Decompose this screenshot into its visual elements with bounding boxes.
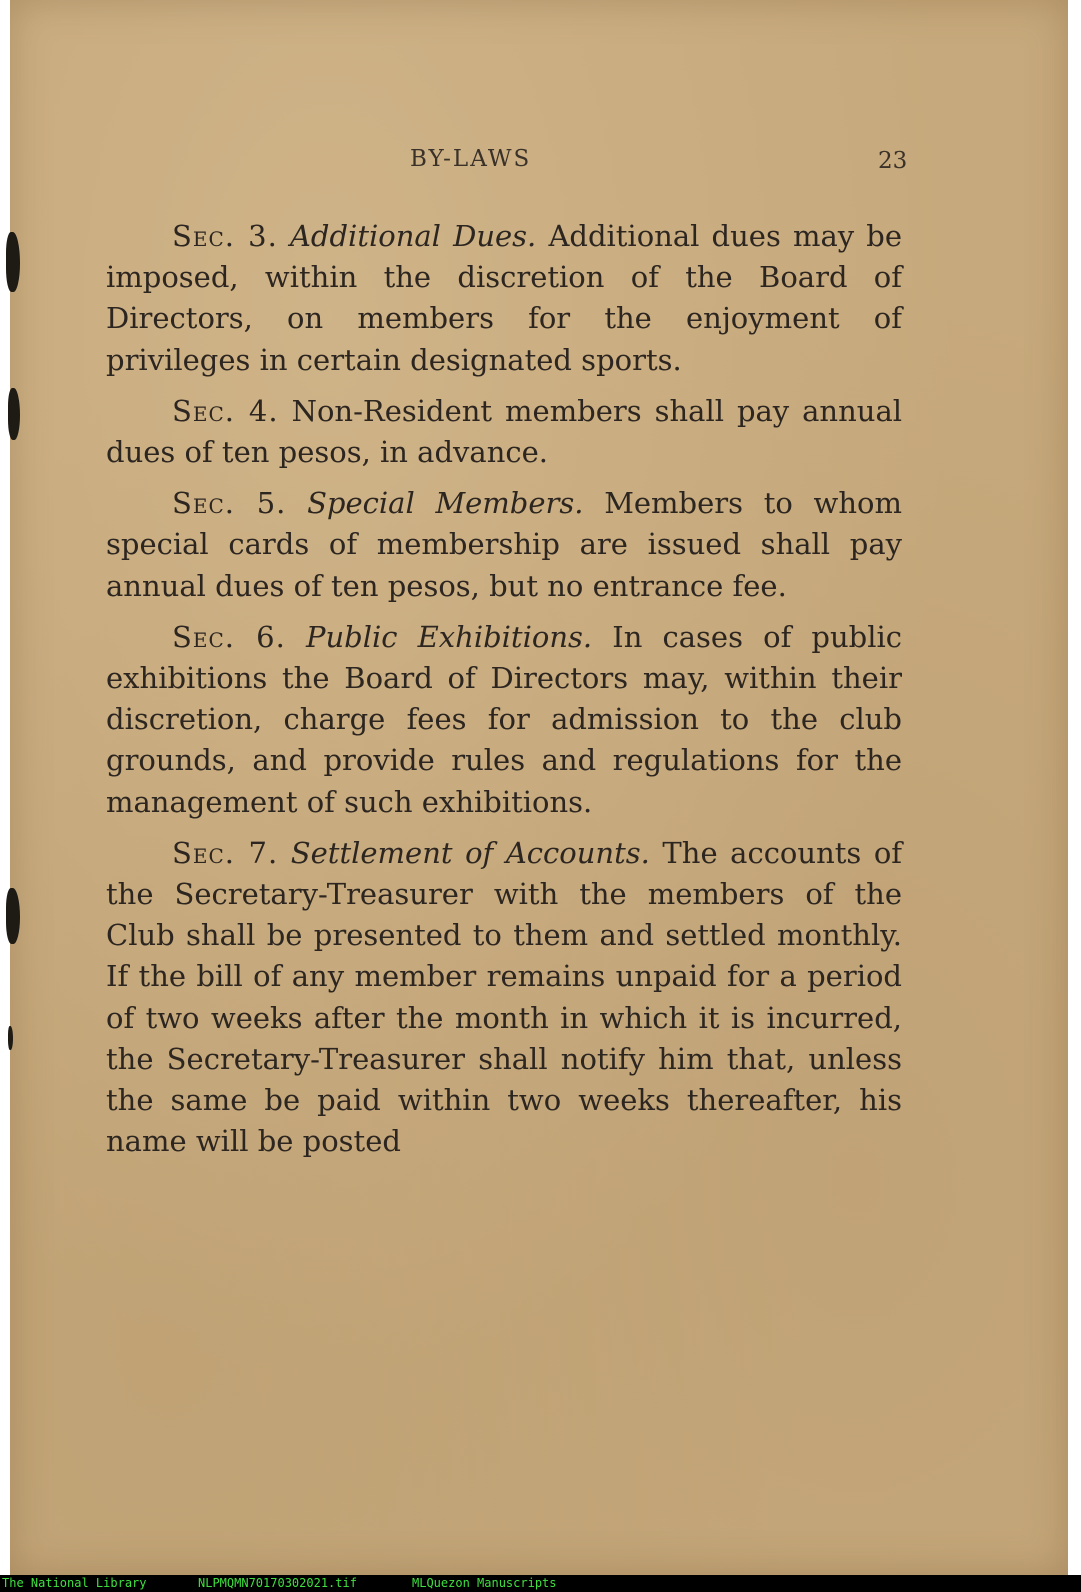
footer-collection: MLQuezon Manuscripts xyxy=(412,1576,557,1590)
section-text: In cases of public exhibitions the Board of Directors may, within their discretion, charge fees for admission to the club grounds, and provide rules and regulations for the management of such exhibitions. xyxy=(106,619,903,819)
section-number: Sec. 4. xyxy=(172,393,279,428)
section-3 xyxy=(106,216,902,381)
page-header xyxy=(0,146,1081,186)
section-heading: Settlement of Accounts. xyxy=(290,835,650,870)
section-4 xyxy=(106,391,902,473)
edge-ink-mark xyxy=(6,888,20,944)
edge-ink-mark xyxy=(8,388,20,440)
section-heading: Public Exhibitions. xyxy=(305,619,593,654)
footer-library: The National Library xyxy=(2,1576,147,1590)
section-heading: Additional Dues. xyxy=(289,219,537,253)
scan-footer-bar xyxy=(0,1575,1081,1592)
bylaws-body xyxy=(106,216,902,1172)
page-number: 23 xyxy=(878,148,908,174)
section-number: Sec. 7. xyxy=(172,835,279,870)
running-title: BY-LAWS xyxy=(410,146,532,172)
section-heading: Special Members. xyxy=(307,486,584,521)
edge-ink-mark xyxy=(8,1026,13,1050)
section-6 xyxy=(106,617,902,823)
section-7 xyxy=(106,833,902,1163)
section-text: Members to whom special cards of membership are issued shall pay annual dues of ten pesos, but no entrance fee. xyxy=(106,486,902,603)
section-number: Sec. 3. xyxy=(172,219,278,253)
section-number: Sec. 5. xyxy=(172,486,287,521)
section-text: Non-Resident members shall pay annual dues of ten pesos, in advance. xyxy=(106,393,903,470)
footer-filename: NLPMQMN70170302021.tif xyxy=(198,1576,357,1590)
section-5 xyxy=(106,483,902,607)
edge-ink-mark xyxy=(6,232,20,292)
section-text: Additional dues may be imposed, within the discretion of the Board of Directors, on members for the enjoyment of privileges in certain designated sports. xyxy=(106,219,903,377)
section-number: Sec. 6. xyxy=(172,619,286,654)
section-text: The accounts of the Secretary-Treasurer with the members of the Club shall be presented to them and settled monthly. If the bill of any member remains unpaid for a period of two weeks after the month in which it is incurred, the Secretary-Treasurer shall notify him that, unless the same be paid within two weeks thereafter, his name will be posted xyxy=(106,835,903,1159)
